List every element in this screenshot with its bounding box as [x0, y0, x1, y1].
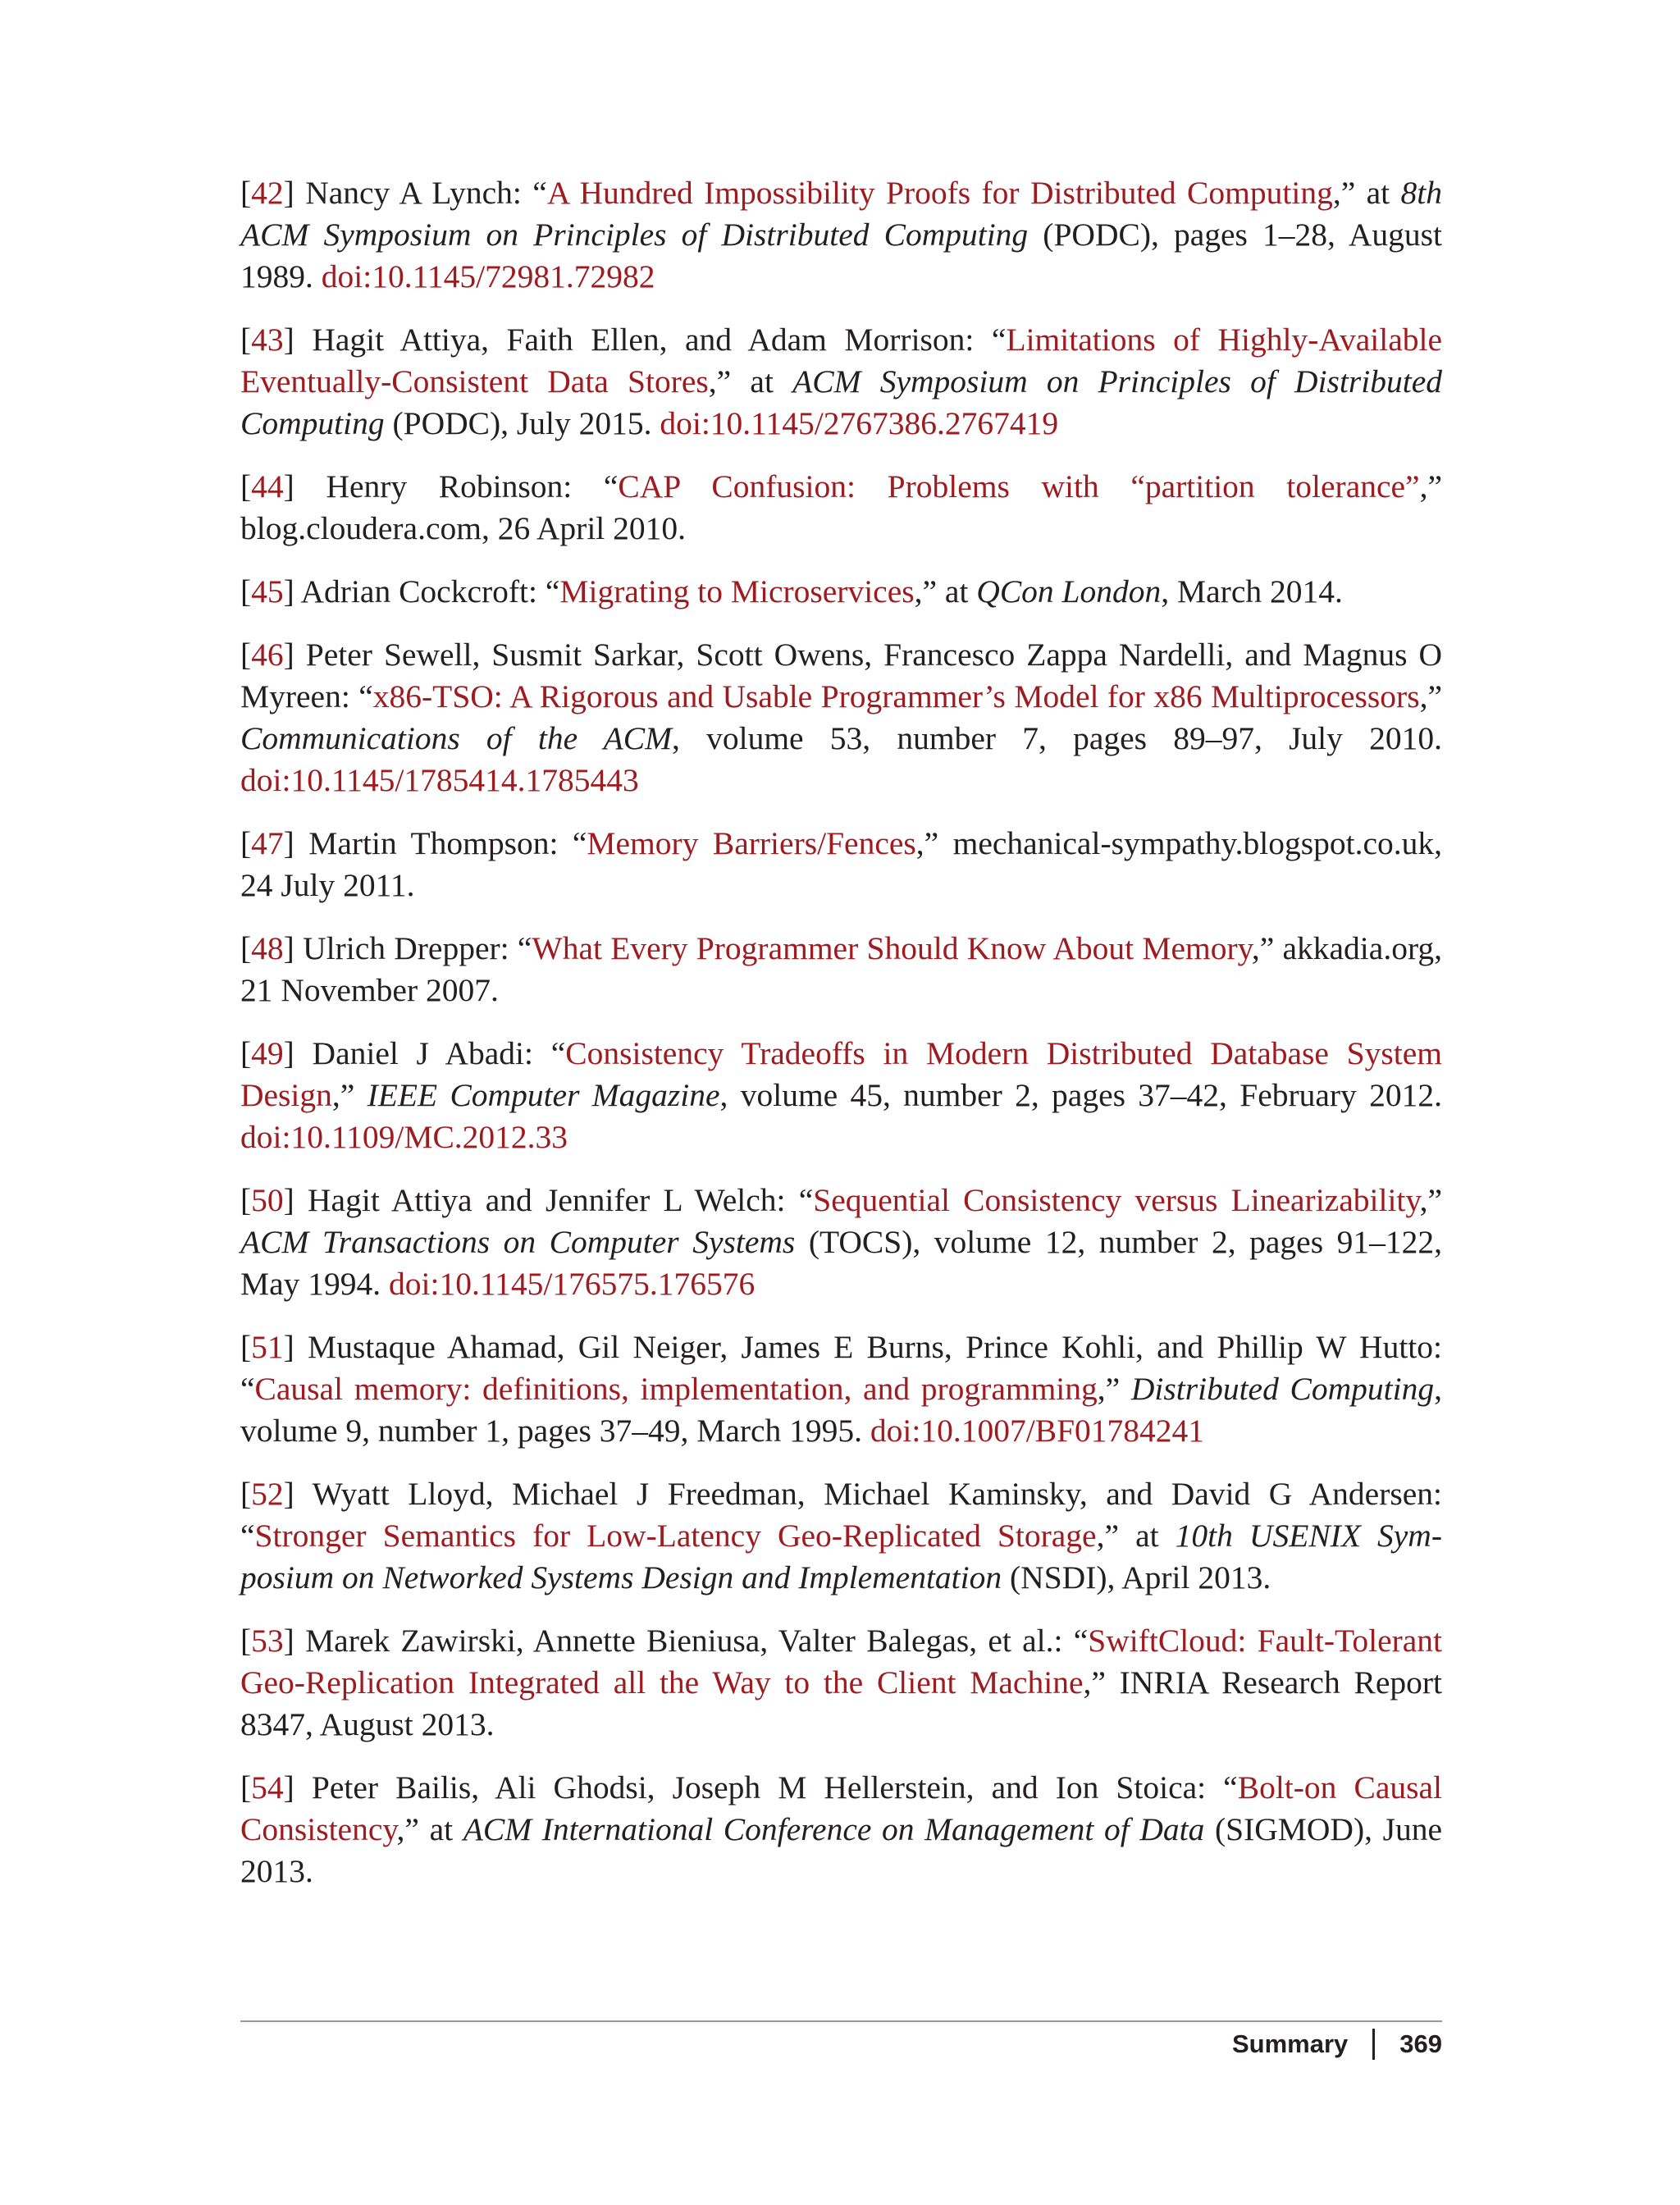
- reference-venue: Communications of the ACM: [240, 720, 673, 756]
- reference-number-link[interactable]: 50: [251, 1182, 284, 1218]
- reference-text: ,”: [1419, 1182, 1443, 1218]
- reference-link[interactable]: doi:10.1145/176575.176576: [389, 1266, 756, 1302]
- reference-text: Mustaque Ahamad, Gil Neiger, James E Burns, Prince Kohli, and Phillip W Hutto: “: [240, 1329, 1442, 1407]
- reference-entry: [42] Nancy A Lynch: “A Hundred Impossibility Proofs for Distributed Computing,” at 8th ACM Symposium on Principles of Distributed Computing (PODC), pages 1–28, August 1989. doi:10.1145/72981.72982: [240, 175, 1442, 294]
- reference-text: , March 2014.: [1161, 573, 1343, 609]
- reference-text: ,” at: [396, 1811, 463, 1847]
- reference-venue: ACM International Conference on Management of Data: [463, 1811, 1205, 1847]
- reference-number-link[interactable]: 44: [251, 468, 284, 504]
- reference-text: Marek Zawirski, Annette Bieniusa, Valter Balegas, et al.: “: [305, 1623, 1089, 1659]
- reference-entry: [51] Mustaque Ahamad, Gil Neiger, James E Burns, Prince Kohli, and Phillip W Hutto: “Causal memory: definitions, implementation, and programming,” Distributed Computing, volume 9, number 1, pages 37–49, March 1995. doi:10.1007/​BF01784241: [240, 1329, 1442, 1449]
- reference-list: [240, 172, 1442, 1914]
- reference-link[interactable]: doi:10.1145/1785414.1785443: [240, 762, 639, 798]
- reference-text: Adrian Cockcroft: “: [300, 573, 560, 609]
- reference-text: Peter Bailis, Ali Ghodsi, Joseph M Hellerstein, and Ion Stoica: “: [311, 1769, 1238, 1806]
- reference-text: ,” at: [708, 363, 793, 399]
- reference-text: Martin Thompson: “: [308, 825, 587, 861]
- reference-text: Hagit Attiya, Faith Ellen, and Adam Morrison: “: [312, 322, 1007, 358]
- reference-venue: 8th ACM Symposium on Principles of Distributed Computing: [240, 175, 1442, 253]
- page-number: 369: [1399, 2029, 1442, 2058]
- reference-entry: [50] Hagit Attiya and Jennifer L Welch: “Sequential Consistency versus Linearizability,” ACM Transactions on Computer Systems (TOCS), volume 12, number 2, pages 91–122, May 1994. doi:10.1145/176575.176576: [240, 1182, 1443, 1302]
- reference-text: ,” at: [1096, 1518, 1176, 1554]
- reference-number-link[interactable]: 51: [251, 1329, 284, 1365]
- reference-venue: Distributed Computing: [1130, 1371, 1435, 1407]
- reference-link[interactable]: Causal memory: definitions, implementation, and programming: [254, 1371, 1098, 1407]
- reference-entry: [47] Martin Thompson: “Memory Barriers/Fences,” mechanical-sympathy.blogspot.co.uk, 24 July 2011.: [240, 825, 1442, 903]
- reference-link[interactable]: A Hundred Impossibility Proofs for Distributed Computing: [546, 175, 1333, 211]
- page-footer: [1232, 2028, 1442, 2061]
- reference-entry: [45] Adrian Cockcroft: “Migrating to Microservices,” at QCon London, March 2014.: [240, 573, 1343, 609]
- reference-entry: [54] Peter Bailis, Ali Ghodsi, Joseph M Hellerstein, and Ion Stoica: “Bolt-on Causal Consistency,” at ACM International Conference on Management of Data (SIGMOD), June 2013.: [240, 1769, 1442, 1889]
- reference-text: Nancy A Lynch: “: [305, 175, 547, 211]
- reference-text: (TOCS), volume 12, number 2, pages 91–122, May 1994.: [240, 1224, 1442, 1302]
- reference-text: ,”: [1419, 678, 1442, 714]
- reference-number-link[interactable]: 49: [251, 1035, 284, 1071]
- reference-text: (SIGMOD), June 2013.: [240, 1811, 1442, 1889]
- reference-link[interactable]: Bolt-on Causal Consistency: [240, 1769, 1442, 1847]
- reference-entry: [44] Henry Robinson: “CAP Confusion: Problems with “partition tolerance”,” blog.cloudera.com, 26 April 2010.: [240, 468, 1442, 546]
- reference-link[interactable]: x86-TSO: A Rigorous and Usable Programmer’s Model for x86 Multiprocessors: [372, 678, 1420, 714]
- reference-link[interactable]: Sequential Consistency versus Linearizability: [813, 1182, 1420, 1218]
- reference-venue: 10th USENIX Symposium on Networked Systems Design and Implementation: [240, 1518, 1442, 1596]
- reference-link[interactable]: Migrating to Microservices: [559, 573, 915, 609]
- reference-text: , volume 53, number 7, pages 89–97, July 2010.: [672, 720, 1442, 756]
- reference-link[interactable]: SwiftCloud: Fault-Tolerant Geo-Replication Integrated all the Way to the Client Machine: [240, 1623, 1443, 1701]
- reference-number-link[interactable]: 53: [251, 1623, 284, 1659]
- reference-number-link[interactable]: 48: [251, 930, 284, 966]
- reference-text: ,”: [331, 1077, 368, 1113]
- reference-link[interactable]: Consistency Tradeoffs in Modern Distributed Database System Design: [240, 1035, 1442, 1113]
- footer-separator: [1372, 2029, 1375, 2060]
- reference-text: (NSDI), April 2013.: [1002, 1559, 1271, 1596]
- reference-text: Henry Robinson: “: [326, 468, 619, 504]
- reference-text: , volume 9, number 1, pages 37–49, March 1995.: [240, 1371, 1442, 1449]
- reference-number-link[interactable]: 54: [251, 1769, 284, 1806]
- reference-venue: ACM Symposium on Principles of Distributed Computing: [240, 363, 1442, 441]
- reference-link[interactable]: doi:10.1109/MC.2012.33: [240, 1119, 568, 1155]
- reference-text: Wyatt Lloyd, Michael J Freedman, Michael Kaminsky, and David G Andersen: “: [240, 1476, 1442, 1554]
- reference-link[interactable]: doi:10.1145/72981.72982: [321, 258, 655, 294]
- reference-text: ,” akkadia.org, 21 November 2007.: [240, 930, 1443, 1008]
- reference-text: (PODC), pages 1–28, August 1989.: [240, 217, 1442, 294]
- footer-section-title: Summary: [1231, 2029, 1349, 2058]
- reference-text: ,” at: [1332, 175, 1401, 211]
- reference-text: ,” at: [914, 573, 977, 609]
- reference-text: Peter Sewell, Susmit Sarkar, Scott Owens, Francesco Zappa Nardelli, and Magnus O Myreen: “: [240, 637, 1443, 714]
- reference-text: Daniel J Abadi: “: [312, 1035, 566, 1071]
- reference-link[interactable]: Stronger Semantics for Low-Latency Geo-Replicated Storage: [254, 1518, 1097, 1554]
- reference-entry: [49] Daniel J Abadi: “Consistency Tradeoffs in Modern Distributed Database System Design,” IEEE Computer Magazine, volume 45, number 2, pages 37–42, February 2012. doi:10.1109/MC.2012.33: [240, 1035, 1442, 1155]
- reference-text: Ulrich Drepper: “: [303, 930, 532, 966]
- reference-venue: QCon London: [976, 573, 1162, 609]
- reference-venue: IEEE Computer Magazine: [367, 1077, 720, 1113]
- reference-entry: [48] Ulrich Drepper: “What Every Programmer Should Know About Memory,” akkadia.org, 21 November 2007.: [240, 930, 1443, 1008]
- reference-entry: [46] Peter Sewell, Susmit Sarkar, Scott Owens, Francesco Zappa Nardelli, and Magnus O Myreen: “x86-TSO: A Rigorous and Usable Programmer’s Model for x86 Multiprocessors,” Communications of the ACM, volume 53, number 7, pages 89–97, July 2010. doi:10.1145/1785414.1785443: [240, 637, 1443, 798]
- reference-number-link[interactable]: 43: [251, 322, 284, 358]
- reference-number-link[interactable]: 46: [251, 637, 284, 673]
- reference-venue: ACM Transactions on Computer Systems: [240, 1224, 796, 1260]
- reference-entry: [53] Marek Zawirski, Annette Bieniusa, Valter Balegas, et al.: “SwiftCloud: Fault-Tolerant Geo-Replication Integrated all the Way to the Client Machine,” INRIA Research Report 8347, August 2013.: [240, 1623, 1443, 1742]
- reference-link[interactable]: CAP Confusion: Problems with “partition tolerance”: [618, 468, 1420, 504]
- reference-link[interactable]: doi:10.1145/2767386.2767419: [660, 405, 1059, 441]
- reference-number-link[interactable]: 42: [251, 175, 284, 211]
- reference-number-link[interactable]: 45: [251, 573, 284, 609]
- reference-number-link[interactable]: 47: [251, 825, 284, 861]
- footer-rule: [240, 2020, 1442, 2022]
- reference-text: ,” blog.cloudera.com, 26 April 2010.: [240, 468, 1442, 546]
- reference-text: Hagit Attiya and Jennifer L Welch: “: [308, 1182, 814, 1218]
- reference-link[interactable]: Memory Barriers/Fences: [587, 825, 916, 861]
- reference-link[interactable]: doi:10.1007/​BF01784241: [870, 1413, 1205, 1449]
- reference-text: ,”: [1097, 1371, 1131, 1407]
- reference-link[interactable]: What Every Programmer Should Know About Memory: [532, 930, 1252, 966]
- reference-text: ,” mechanical-sympathy.blogspot.co.uk, 24 July 2011.: [240, 825, 1442, 903]
- reference-entry: [52] Wyatt Lloyd, Michael J Freedman, Michael Kaminsky, and David G Andersen: “Stronger Semantics for Low-Latency Geo-Replicated Storage,” at 10th USENIX Symposium on Networked Systems Design and Implementation (NSDI), April 2013.: [240, 1476, 1442, 1596]
- reference-entry: [43] Hagit Attiya, Faith Ellen, and Adam Morrison: “Limitations of Highly-Available Eventually-Consistent Data Stores,” at ACM Symposium on Principles of Distributed Computing (PODC), July 2015. doi:10.1145/2767386.2767419: [240, 322, 1442, 441]
- reference-text: (PODC), July 2015.: [384, 405, 660, 441]
- reference-number-link[interactable]: 52: [251, 1476, 284, 1512]
- reference-text: , volume 45, number 2, pages 37–42, February 2012.: [719, 1077, 1442, 1113]
- reference-link[interactable]: Limitations of Highly-Available Eventually-Consistent Data Stores: [240, 322, 1442, 399]
- reference-text: ,” INRIA Research Report 8347, August 2013.: [240, 1664, 1442, 1742]
